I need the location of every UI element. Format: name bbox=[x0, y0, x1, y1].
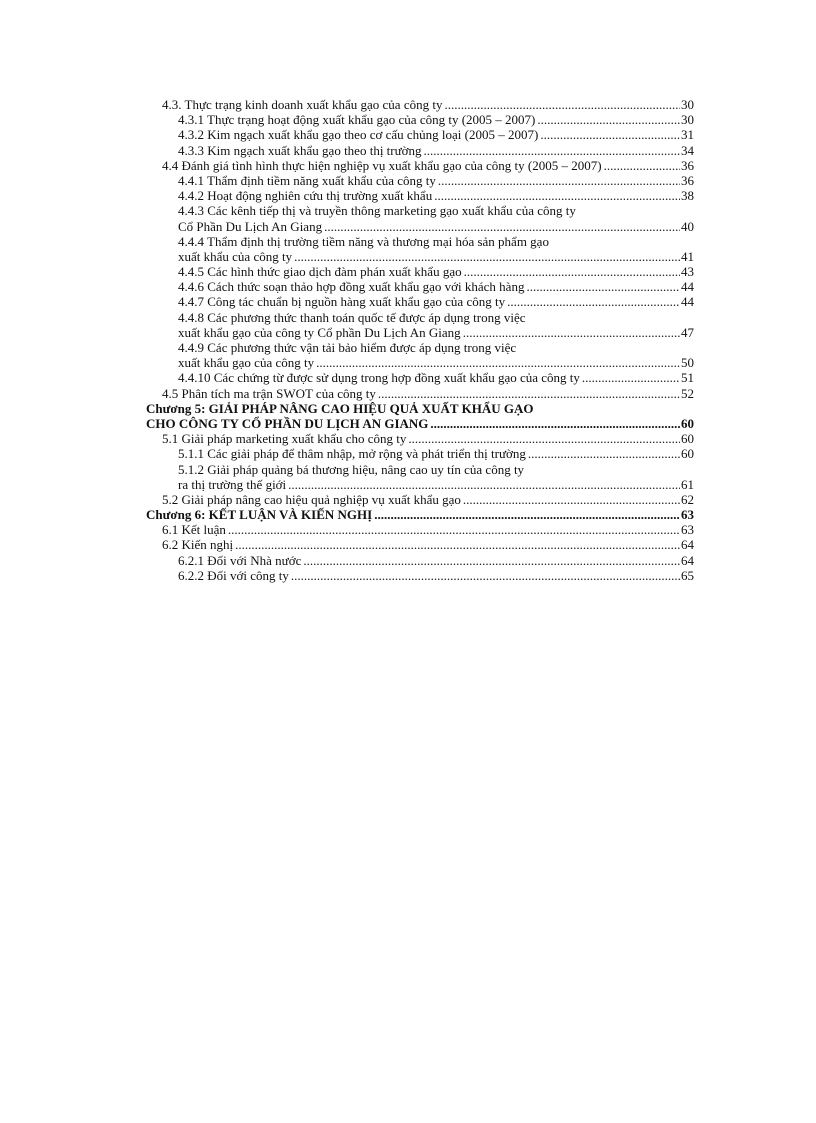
toc-entry-title: 4.4.7 Công tác chuẩn bị nguồn hàng xuất khẩu gạo của công ty bbox=[178, 294, 506, 310]
toc-entry-title: 4.4.8 Các phương thức thanh toán quốc tế được áp dụng trong việc bbox=[178, 309, 526, 325]
toc-entry-title: 4.4.4 Thẩm định thị trường tiềm năng và thương mại hóa sản phẩm gạo bbox=[178, 233, 549, 249]
toc-entry-page: 40 bbox=[681, 218, 694, 234]
toc-leader-dots bbox=[463, 325, 680, 340]
toc-entry-page: 65 bbox=[681, 567, 694, 583]
toc-entry bbox=[146, 143, 694, 158]
toc-entry-title: CHO CÔNG TY CỔ PHẦN DU LỊCH AN GIANG bbox=[146, 415, 429, 431]
toc-entry-title: 4.4.9 Các phương thức vận tải bảo hiểm được áp dụng trong việc bbox=[178, 340, 517, 355]
toc-leader-dots bbox=[540, 127, 680, 142]
toc-entry bbox=[146, 279, 694, 294]
toc-leader-dots bbox=[378, 386, 680, 401]
toc-entry bbox=[146, 568, 694, 583]
toc-entry-title: Cổ Phần Du Lịch An Giang bbox=[178, 218, 323, 234]
toc-entry bbox=[146, 97, 694, 112]
toc-entry bbox=[146, 537, 694, 552]
toc-entry-page: 52 bbox=[681, 385, 694, 401]
toc-entry-title: 5.1.1 Các giải pháp để thâm nhập, mở rộng và phát triển thị trường bbox=[178, 446, 526, 462]
toc-entry-title: Chương 6: KẾT LUẬN VÀ KIẾN NGHỊ bbox=[146, 507, 373, 523]
toc-entry bbox=[146, 325, 694, 340]
toc-entry-title: 4.4.2 Hoạt động nghiên cứu thị trường xuất khẩu bbox=[178, 188, 433, 204]
toc-entry-page: 63 bbox=[681, 507, 694, 523]
toc-entry-title: 4.4.6 Cách thức soạn thảo hợp đồng xuất khẩu gạo với khách hàng bbox=[178, 279, 525, 295]
toc-entry bbox=[146, 507, 694, 522]
toc-leader-dots bbox=[582, 370, 680, 385]
toc-entry-page: 50 bbox=[681, 355, 694, 371]
toc-entry bbox=[146, 355, 694, 370]
toc-leader-dots bbox=[528, 446, 680, 461]
toc-leader-dots bbox=[526, 279, 680, 294]
toc-leader-dots bbox=[291, 568, 680, 583]
toc-entry bbox=[146, 522, 694, 537]
toc-entry-page: 61 bbox=[681, 476, 694, 492]
toc-leader-dots bbox=[438, 173, 680, 188]
toc-leader-dots bbox=[228, 522, 680, 537]
toc-entry-page: 38 bbox=[681, 188, 694, 204]
toc-entry-title: 5.2 Giải pháp nâng cao hiệu quả nghiệp vụ xuất khẩu gạo bbox=[162, 491, 461, 507]
toc-entry bbox=[146, 219, 694, 234]
toc-leader-dots bbox=[316, 355, 680, 370]
toc-entry-page: 41 bbox=[681, 248, 694, 264]
toc-entry-page: 44 bbox=[681, 294, 694, 310]
toc-entry-page: 62 bbox=[681, 491, 694, 507]
toc-entry-page: 60 bbox=[681, 415, 694, 431]
toc-leader-dots bbox=[294, 249, 680, 264]
toc-entry-title: Chương 5: GIẢI PHÁP NÂNG CAO HIỆU QUẢ XUẤT KHẨU GẠO bbox=[146, 400, 534, 416]
toc-entry-title: 5.1.2 Giải pháp quảng bá thương hiệu, nâng cao uy tín của công ty bbox=[178, 461, 525, 477]
toc-entry-title: 4.4.1 Thẩm định tiềm năng xuất khẩu của công ty bbox=[178, 172, 436, 188]
toc-leader-dots bbox=[374, 507, 680, 522]
toc-entry-page: 47 bbox=[681, 324, 694, 340]
toc-entry bbox=[146, 203, 694, 218]
table-of-contents bbox=[146, 97, 694, 583]
toc-entry-title: 4.4.5 Các hình thức giao dịch đàm phán xuất khẩu gạo bbox=[178, 264, 462, 280]
toc-entry bbox=[146, 462, 694, 477]
toc-entry bbox=[146, 340, 694, 355]
toc-leader-dots bbox=[507, 294, 680, 309]
toc-entry-page: 64 bbox=[681, 552, 694, 568]
toc-leader-dots bbox=[303, 553, 680, 568]
toc-entry-title: ra thị trường thế giới bbox=[178, 476, 287, 492]
toc-leader-dots bbox=[604, 158, 680, 173]
toc-entry-title: 4.3.3 Kim ngạch xuất khẩu gạo theo thị trường bbox=[178, 142, 422, 158]
toc-entry bbox=[146, 370, 694, 385]
toc-entry bbox=[146, 264, 694, 279]
toc-entry-title: 6.2.1 Đối với Nhà nước bbox=[178, 552, 302, 568]
toc-entry bbox=[146, 158, 694, 173]
toc-entry-title: xuất khẩu gạo của công ty Cổ phần Du Lịch An Giang bbox=[178, 324, 461, 340]
toc-entry bbox=[146, 294, 694, 309]
toc-entry-page: 60 bbox=[681, 431, 694, 447]
toc-entry-title: 4.4 Đánh giá tình hình thực hiện nghiệp vụ xuất khẩu gạo của công ty (2005 – 2007) bbox=[162, 157, 602, 173]
toc-entry-page: 60 bbox=[681, 446, 694, 462]
toc-entry bbox=[146, 249, 694, 264]
toc-entry bbox=[146, 431, 694, 446]
toc-entry bbox=[146, 446, 694, 461]
toc-leader-dots bbox=[324, 219, 680, 234]
toc-leader-dots bbox=[444, 97, 680, 112]
toc-entry-page: 34 bbox=[681, 142, 694, 158]
toc-entry bbox=[146, 234, 694, 249]
toc-entry-page: 31 bbox=[681, 127, 694, 143]
toc-entry bbox=[146, 173, 694, 188]
toc-entry bbox=[146, 416, 694, 431]
toc-entry bbox=[146, 310, 694, 325]
toc-entry-title: 6.2.2 Đối với công ty bbox=[178, 567, 289, 583]
toc-entry-title: 5.1 Giải pháp marketing xuất khẩu cho công ty bbox=[162, 431, 407, 447]
toc-leader-dots bbox=[235, 537, 680, 552]
toc-leader-dots bbox=[434, 188, 680, 203]
toc-entry-page: 30 bbox=[681, 112, 694, 128]
toc-entry-title: 4.3. Thực trạng kinh doanh xuất khẩu gạo của công ty bbox=[162, 97, 443, 112]
toc-entry-title: 4.4.10 Các chứng từ được sử dụng trong hợp đồng xuất khẩu gạo của công ty bbox=[178, 370, 580, 386]
toc-entry-page: 43 bbox=[681, 264, 694, 280]
toc-leader-dots bbox=[537, 112, 680, 127]
toc-leader-dots bbox=[463, 492, 680, 507]
toc-entry bbox=[146, 401, 694, 416]
toc-entry bbox=[146, 477, 694, 492]
toc-entry bbox=[146, 553, 694, 568]
toc-leader-dots bbox=[464, 264, 680, 279]
toc-entry-title: 4.4.3 Các kênh tiếp thị và truyền thông marketing gạo xuất khẩu của công ty bbox=[178, 203, 576, 219]
toc-entry-title: 4.3.1 Thực trạng hoạt động xuất khẩu gạo của công ty (2005 – 2007) bbox=[178, 112, 536, 128]
toc-entry-title: xuất khẩu gạo của công ty bbox=[178, 355, 315, 371]
toc-entry bbox=[146, 112, 694, 127]
toc-entry-title: xuất khẩu của công ty bbox=[178, 248, 293, 264]
toc-entry-page: 64 bbox=[681, 537, 694, 553]
toc-entry-title: 6.2 Kiến nghị bbox=[162, 537, 234, 553]
toc-entry-page: 63 bbox=[681, 522, 694, 538]
toc-entry-title: 4.5 Phân tích ma trận SWOT của công ty bbox=[162, 385, 376, 401]
toc-entry bbox=[146, 386, 694, 401]
toc-entry-page: 51 bbox=[681, 370, 694, 386]
toc-entry-page: 36 bbox=[681, 172, 694, 188]
toc-leader-dots bbox=[288, 477, 680, 492]
toc-entry-title: 6.1 Kết luận bbox=[162, 522, 226, 538]
toc-entry bbox=[146, 127, 694, 142]
toc-leader-dots bbox=[430, 416, 680, 431]
toc-entry-page: 36 bbox=[681, 157, 694, 173]
toc-entry-page: 44 bbox=[681, 279, 694, 295]
toc-leader-dots bbox=[408, 431, 680, 446]
toc-entry bbox=[146, 188, 694, 203]
toc-entry-page: 30 bbox=[681, 97, 694, 112]
toc-leader-dots bbox=[424, 143, 680, 158]
toc-entry-title: 4.3.2 Kim ngạch xuất khẩu gạo theo cơ cấu chủng loại (2005 – 2007) bbox=[178, 127, 539, 143]
toc-entry bbox=[146, 492, 694, 507]
